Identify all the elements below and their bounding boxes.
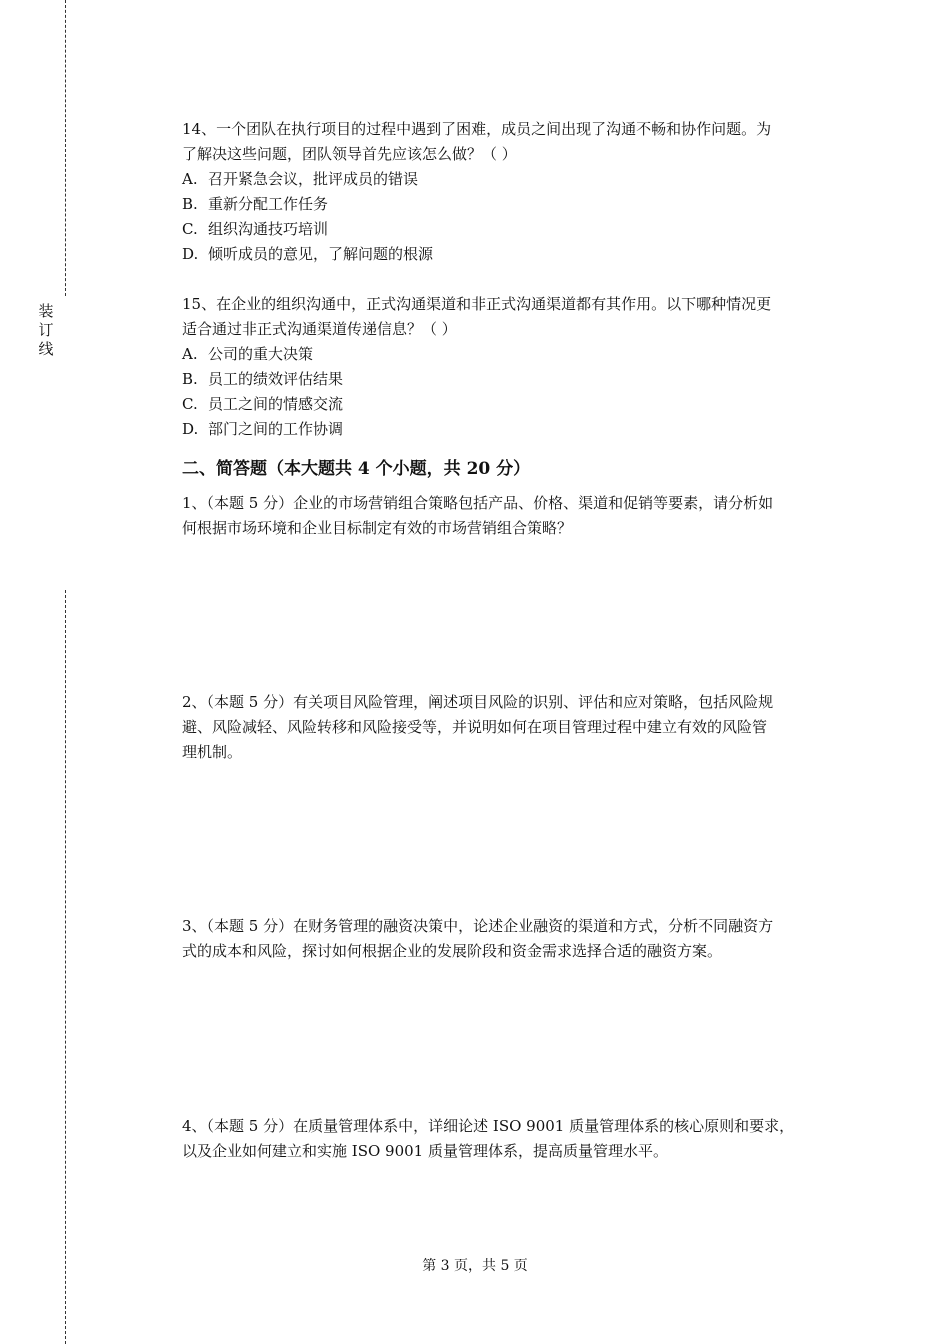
option-letter: B.: [182, 370, 198, 388]
option-letter: C.: [182, 220, 198, 238]
question-15-option-d: [182, 417, 842, 442]
option-text: 员工之间的情感交流: [208, 395, 344, 413]
binding-label-char: 装: [38, 302, 54, 320]
short-answer-line: 避、风险减轻、风险转移和风险接受等，并说明如何在项目管理过程中建立有效的风险管: [182, 718, 768, 736]
question-14-stem-line: 14、一个团队在执行项目的过程中遇到了困难，成员之间出现了沟通不畅和协作问题。为: [182, 120, 772, 138]
question-14-option-b: [182, 192, 842, 217]
option-text: 公司的重大决策: [208, 345, 314, 363]
page-number: 第 3 页，共 5 页: [422, 1258, 528, 1274]
option-letter: A.: [182, 170, 198, 188]
option-text: 部门之间的工作协调: [208, 420, 344, 438]
question-15: [182, 292, 842, 442]
short-answer-line: 4、（本题 5 分）在质量管理体系中，详细论述 ISO 9001 质量管理体系的核心原则和要求，: [182, 1117, 795, 1135]
question-14-option-a: [182, 167, 842, 192]
question-14-option-c: [182, 217, 842, 242]
short-answer-line: 何根据市场环境和企业目标制定有效的市场营销组合策略？: [182, 519, 573, 537]
binding-line-bottom: [65, 590, 66, 1344]
binding-label: [36, 302, 56, 359]
question-14-stem-line: 了解决这些问题，团队领导首先应该怎么做？（ ）: [182, 145, 517, 163]
short-answer-4: [182, 1114, 847, 1164]
short-answer-line: 1、（本题 5 分）企业的市场营销组合策略包括产品、价格、渠道和促销等要素，请分析如: [182, 494, 774, 512]
question-15-stem-line: 15、在企业的组织沟通中，正式沟通渠道和非正式沟通渠道都有其作用。以下哪种情况更: [182, 295, 772, 313]
option-text: 员工的绩效评估结果: [208, 370, 344, 388]
option-letter: B.: [182, 195, 198, 213]
choice-questions: [182, 117, 842, 483]
binding-label-char: 订: [38, 321, 54, 339]
short-answer-line: 以及企业如何建立和实施 ISO 9001 质量管理体系，提高质量管理水平。: [182, 1142, 668, 1160]
short-answer-2: [182, 690, 847, 765]
question-14: [182, 117, 842, 267]
short-answer-3: [182, 914, 847, 964]
option-text: 重新分配工作任务: [208, 195, 329, 213]
question-14-option-d: [182, 242, 842, 267]
section-2-heading: 二、简答题（本大题共 4 个小题，共 20 分）: [182, 459, 531, 479]
short-answer-line: 式的成本和风险，探讨如何根据企业的发展阶段和资金需求选择合适的融资方案。: [182, 942, 723, 960]
short-answer-line: 理机制。: [182, 743, 243, 761]
question-15-option-a: [182, 342, 842, 367]
question-15-option-c: [182, 392, 842, 417]
binding-label-char: 线: [38, 340, 54, 358]
option-letter: D.: [182, 245, 199, 263]
option-letter: C.: [182, 395, 198, 413]
question-15-option-b: [182, 367, 842, 392]
option-text: 召开紧急会议，批评成员的错误: [208, 170, 419, 188]
short-answer-line: 2、（本题 5 分）有关项目风险管理，阐述项目风险的识别、评估和应对策略，包括风险规: [182, 693, 774, 711]
option-text: 组织沟通技巧培训: [208, 220, 329, 238]
short-answer-line: 3、（本题 5 分）在财务管理的融资决策中，论述企业融资的渠道和方式，分析不同融资方: [182, 917, 774, 935]
option-letter: A.: [182, 345, 198, 363]
option-text: 倾听成员的意见，了解问题的根源: [208, 245, 434, 263]
binding-line-top: [65, 0, 66, 296]
question-15-stem-line: 适合通过非正式沟通渠道传递信息？（ ）: [182, 320, 457, 338]
short-answer-1: [182, 491, 847, 541]
option-letter: D.: [182, 420, 199, 438]
